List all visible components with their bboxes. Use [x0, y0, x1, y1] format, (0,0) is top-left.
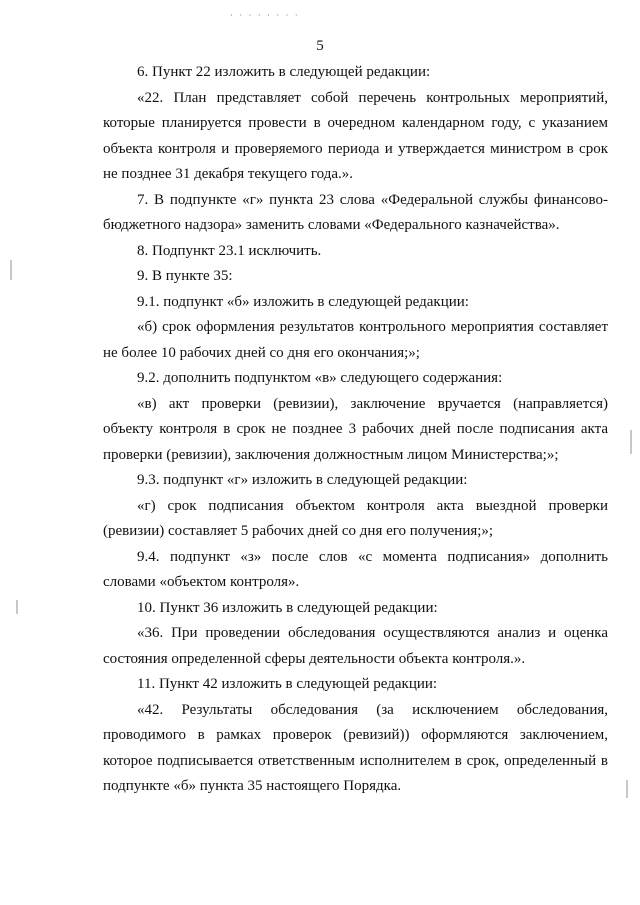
- paragraph-item-9-2: 9.2. дополнить подпунктом «в» следующего содержания:: [137, 370, 503, 386]
- paragraph-item-9-3-text: «г) срок подписания объектом контроля акта выездной проверки (ревизии) составляет 5 рабочих дней со дня его получения;»;: [103, 497, 608, 539]
- paragraph-item-6-heading: 6. Пункт 22 изложить в следующей редакции:: [137, 64, 431, 80]
- scan-artifact: · · · · · · · ·: [230, 10, 300, 20]
- paragraph-item-9-heading: 9. В пункте 35:: [137, 268, 233, 284]
- paragraph-item-9-1: 9.1. подпункт «б» изложить в следующей редакции:: [137, 293, 469, 310]
- scan-artifact: [10, 260, 12, 280]
- paragraph-item-8: 8. Подпункт 23.1 исключить.: [137, 242, 322, 259]
- paragraph-item-42-text: «42. Результаты обследования (за исключением обследования, проводимого в рамках проверок (ревизий)) оформляются заключением, которое подписывается ответственным исполнителем в срок, определенный в подпункте «б» пункта 35 настоящего Порядка.: [103, 701, 608, 794]
- paragraph-item-9-2-text: «в) акт проверки (ревизии), заключение вручается (направляется) объекту контроля в срок не позднее 3 рабочих дней после подписания акта проверки (ревизии), заключения должностным лицом Министерства;»;: [103, 395, 608, 463]
- paragraph-item-7: 7. В подпункте «г» пункта 23 слова «Федеральной службы финансово-бюджетного надзора» заменить словами «Федерального казначейства».: [103, 191, 608, 233]
- scan-artifact: [16, 600, 18, 614]
- paragraph-item-10-heading: 10. Пункт 36 изложить в следующей редакции:: [137, 599, 438, 616]
- paragraph-item-9-4: 9.4. подпункт «з» после слов «с момента подписания» дополнить словами «объектом контроля».: [103, 548, 608, 590]
- document-body: [103, 60, 608, 800]
- paragraph-item-11-heading: 11. Пункт 42 изложить в следующей редакции:: [137, 676, 438, 692]
- scan-artifact: [630, 430, 632, 454]
- paragraph-item-36-text: «36. При проведении обследования осуществляются анализ и оценка состояния определенной сферы деятельности объекта контроля.».: [103, 625, 608, 667]
- paragraph-item-22-text: «22. План представляет собой перечень контрольных мероприятий, которые планируется провести в очередном календарном году, с указанием объекта контроля и проверяемого периода и утверждается министром в срок не позднее 31 декабря текущего года.».: [103, 89, 608, 182]
- page-number: 5: [316, 38, 324, 54]
- scan-artifact: [626, 780, 628, 798]
- paragraph-item-9-3: 9.3. подпункт «г» изложить в следующей редакции:: [137, 472, 468, 488]
- paragraph-item-9-1-text: «б) срок оформления результатов контрольного мероприятия составляет не более 10 рабочих дней со дня его окончания;»;: [103, 319, 608, 361]
